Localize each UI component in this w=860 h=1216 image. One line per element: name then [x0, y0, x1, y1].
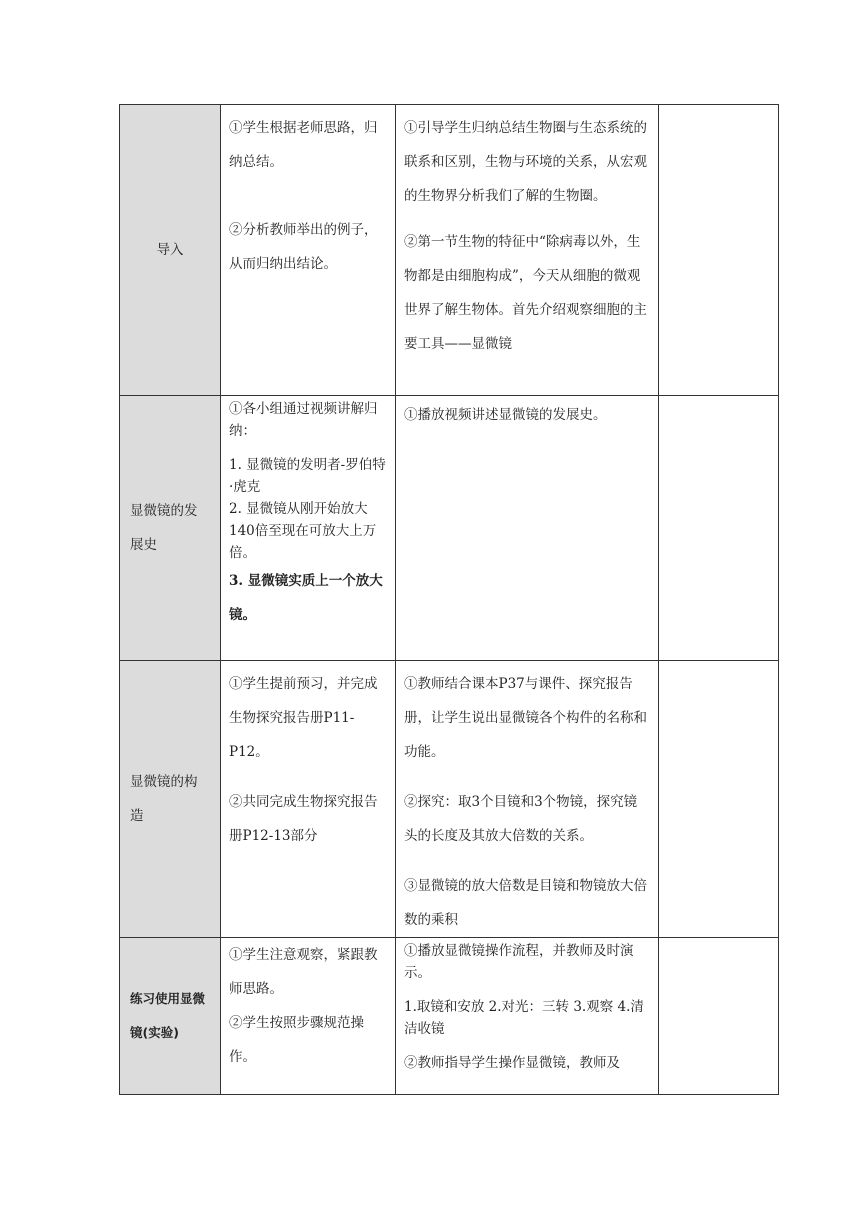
student-activity-text: ①各小组通过视频讲解归纳：: [229, 401, 378, 439]
student-activity-text: ②学生按照步骤规范操作。: [229, 1015, 364, 1065]
notes-cell: [659, 105, 779, 396]
notes-text: [659, 938, 778, 944]
notes-text: [659, 396, 778, 402]
teacher-activity-cell: [396, 661, 659, 938]
stage-label: 显微镜的构造: [130, 774, 198, 824]
stage-cell: [120, 396, 221, 661]
lesson-plan-table: [119, 104, 779, 1095]
notes-cell: [659, 938, 779, 1095]
teacher-activity-cell: [396, 105, 659, 396]
stage-cell: [120, 938, 221, 1095]
stage-cell: [120, 105, 221, 396]
teacher-activity-text: ①引导学生归纳总结生物圈与生态系统的联系和区别，生物与环境的关系，从宏观的生物界分析我们了解的生物圈。: [404, 120, 647, 204]
student-activity-cell: [221, 661, 396, 938]
student-activity-cell: [221, 105, 396, 396]
notes-text: [659, 661, 778, 667]
teacher-activity-text: ③显微镜的放大倍数是目镜和物镜放大倍数的乘积: [404, 878, 647, 928]
student-activity-text: ②共同完成生物探究报告册P12-13部分: [229, 794, 378, 844]
student-activity-text: ①学生根据老师思路，归纳总结。: [229, 120, 378, 170]
notes-cell: [659, 396, 779, 661]
teacher-activity-text: ①播放显微镜操作流程，并教师及时演示。: [404, 943, 634, 981]
teacher-activity-text: ②第一节生物的特征中“除病毒以外，生物都是由细胞构成”，今天从细胞的微观世界了解生物体。首先介绍观察细胞的主要工具——显微镜: [404, 234, 647, 352]
table-row: [120, 661, 779, 938]
student-activity-cell: [221, 396, 396, 661]
teacher-activity-cell: [396, 938, 659, 1095]
table-row: [120, 396, 779, 661]
stage-label: 导入: [156, 242, 184, 258]
table-row: [120, 938, 779, 1095]
teacher-activity-text: 1.取镜和安放 2.对光：三转 3.观察 4.清洁收镜: [404, 999, 644, 1037]
stage-cell: [120, 661, 221, 938]
student-activity-text: ②分析教师举出的例子，从而归纳出结论。: [229, 222, 378, 272]
student-activity-text: ①学生注意观察，紧跟教师思路。: [229, 947, 378, 997]
teacher-activity-text: ②探究：取3个目镜和3个物镜，探究镜头的长度及其放大倍数的关系。: [404, 794, 638, 844]
stage-label: 练习使用显微镜(实验): [130, 991, 206, 1040]
student-activity-text: ①学生提前预习，并完成生物探究报告册P11-P12。: [229, 676, 378, 760]
student-activity-cell: [221, 938, 396, 1095]
teacher-activity-text: ②教师指导学生操作显微镜，教师及: [404, 1055, 620, 1071]
stage-label: 显微镜的发展史: [130, 503, 198, 553]
notes-text: [659, 105, 778, 111]
student-activity-text: 1. 显微镜的发明者-罗伯特·虎克: [229, 457, 386, 495]
table-row: [120, 105, 779, 396]
notes-cell: [659, 661, 779, 938]
teacher-activity-text: ①教师结合课本P37与课件、探究报告册，让学生说出显微镜各个构件的名称和功能。: [404, 676, 647, 760]
teacher-activity-cell: [396, 396, 659, 661]
student-activity-text: 2. 显微镜从刚开始放大140倍至现在可放大上万倍。: [229, 501, 377, 561]
teacher-activity-text: ①播放视频讲述显微镜的发展史。: [404, 407, 607, 423]
student-activity-text: 3. 显微镜实质上一个放大镜。: [229, 573, 383, 623]
